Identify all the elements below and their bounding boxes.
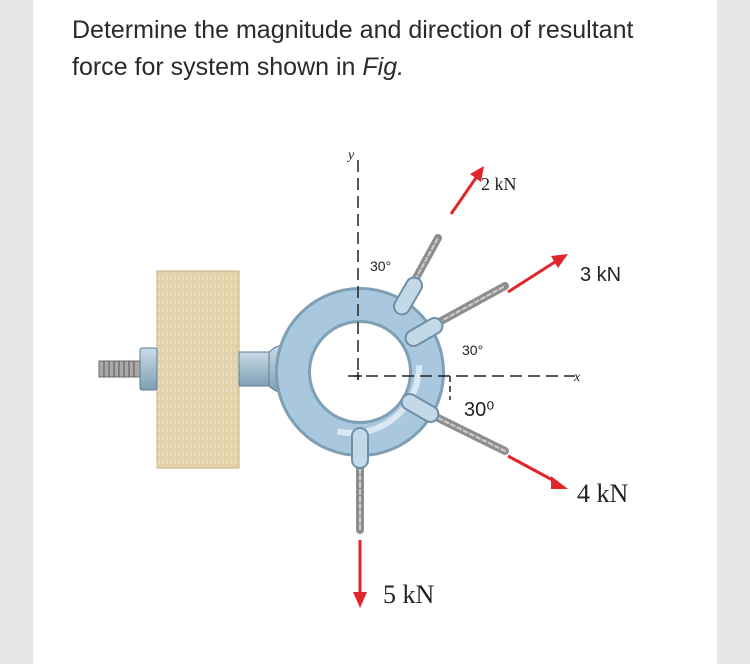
force-label-3kn: 3 kN [580, 264, 622, 286]
arrow-3kn [508, 260, 558, 292]
figure-reference: Fig. [362, 53, 405, 81]
y-axis-label: y [348, 148, 355, 163]
arrow-5kn-head [353, 592, 367, 608]
angle-label-middle: 30° [462, 342, 484, 358]
force-label-5kn: 5 kN [383, 580, 435, 609]
arrow-3kn-head [551, 254, 568, 268]
question-body: Determine the magnitude and direction of resultant force for system shown in [72, 16, 634, 81]
force-label-4kn: 4 kN [577, 479, 629, 508]
x-axis-label: x [574, 370, 581, 385]
eye-ring [293, 305, 427, 439]
wood-post [157, 271, 239, 468]
arrow-4kn-head [551, 476, 568, 489]
force-arrows [353, 166, 568, 608]
force-label-2kn: 2 kN [481, 174, 517, 194]
arrow-2kn [451, 175, 478, 214]
angle-label-top: 30° [370, 258, 392, 274]
angle-label-lower: 30⁰ [464, 399, 495, 421]
arrow-4kn [508, 456, 558, 483]
